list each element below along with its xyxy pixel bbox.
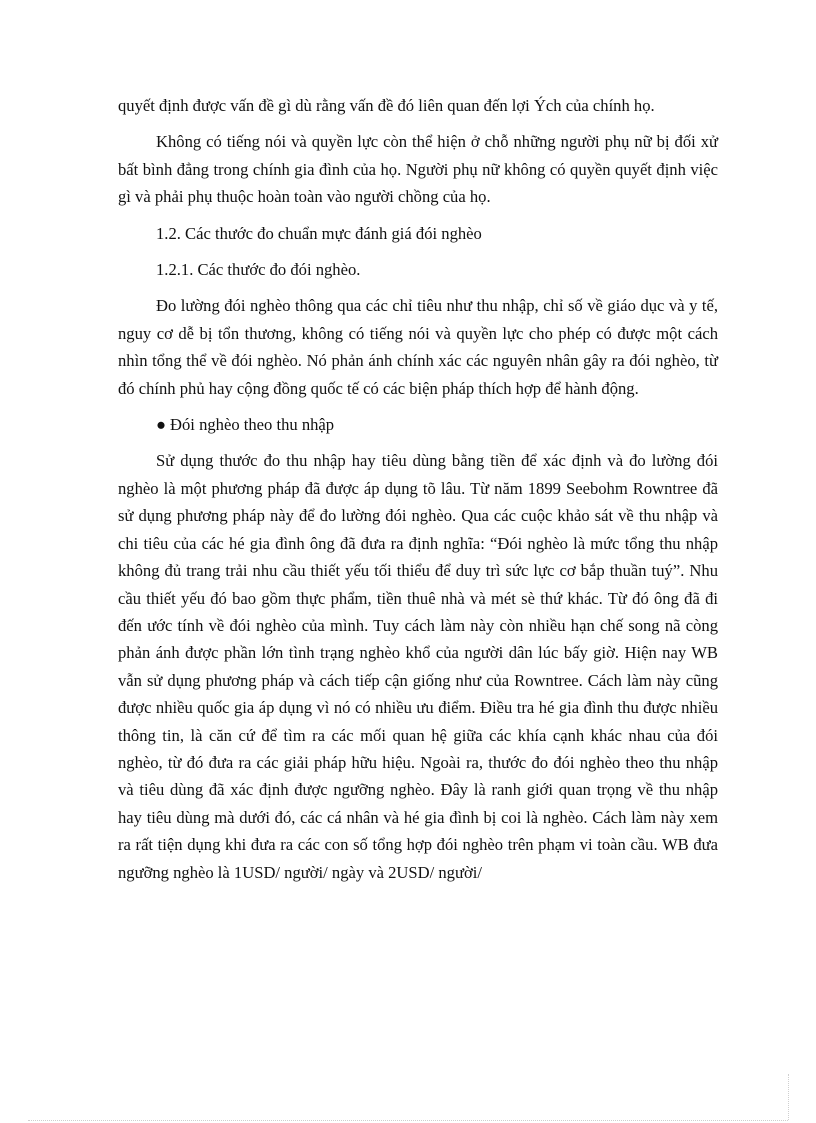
paragraph-continuation: quyết định được vấn đề gì dù rằng vấn đề đó liên quan đến lợi Ých của chính họ. <box>118 96 655 115</box>
bullet-label: Đói nghèo theo thu nhập <box>170 415 335 435</box>
page-border-right <box>788 1074 789 1120</box>
bullet-income-poverty <box>118 411 718 438</box>
page-border-bottom <box>28 1120 788 1121</box>
section-heading-1-2-1: 1.2.1. Các thước đo đói nghèo. <box>156 260 361 280</box>
section-heading-1-2: 1.2. Các thước đo chuẩn mực đánh giá đói nghèo <box>156 223 482 243</box>
paragraph-income-method: Sử dụng thước đo thu nhập hay tiêu dùng bằng tiền để xác định và đo lường đói nghèo là một phương pháp đã được áp dụng tõ lâu. Từ năm 1899 Seebohm Rowntree đã sử dụng phương pháp này để đo lường đói nghèo. Qua các cuộc khảo sát về thu nhập và chi tiêu của các hé gia đình ông đã đưa ra định nghĩa: “Đói nghèo là mức tổng thu nhập không đủ trang trải nhu cầu thiết yếu tối thiểu để duy trì sức lực cơ bắp thuần tuý”. Nhu cầu thiết yếu đó bao gồm thực phẩm, tiền thuê nhà và mét sè thứ khác. Từ đó ông đã đi đến ước tính về đói nghèo của mình. Tuy cách làm này còn nhiều hạn chế song nã còng phản ánh được phần lớn tình trạng nghèo khổ của người dân lúc bấy giờ. Hiện nay WB vẫn sử dụng phương pháp và cách tiếp cận giống như của Rowntree. Cách làm này cũng được nhiều quốc gia áp dụng vì nó có nhiều ưu điểm. Điều tra hé gia đình thu được nhiều thông tin, là căn cứ để tìm ra các mối quan hệ giữa các khía cạnh khác nhau của đói nghèo, từ đó đưa ra các giải pháp hữu hiệu. Ngoài ra, thước đo đói nghèo theo thu nhập và tiêu dùng đã xác định được ngưỡng nghèo. Đây là ranh giới quan trọng về thu nhập hay tiêu dùng mà dưới đó, các cá nhân và hé gia đình bị coi là nghèo. Cách làm này xem ra rất tiện dụng khi đưa ra các con số tổng hợp đói nghèo trên phạm vi toàn cầu. WB đưa ngưỡng nghèo là 1USD/ người/ ngày và 2USD/ người/ <box>118 451 718 882</box>
bullet-icon: ● <box>156 415 167 435</box>
paragraph-women-voice: Không có tiếng nói và quyền lực còn thể hiện ở chỗ những người phụ nữ bị đối xử bất bình đẳng trong chính gia đình của họ. Người phụ nữ không có quyền quyết định việc gì và phải phụ thuộc hoàn toàn vào người chồng của họ. <box>118 132 718 207</box>
paragraph-measurement: Đo lường đói nghèo thông qua các chỉ tiêu như thu nhập, chỉ số về giáo dục và y tế, nguy cơ dễ bị tổn thương, không có tiếng nói và quyền lực cho phép có được một cách nhìn tổng thể về đói nghèo. Nó phản ánh chính xác các nguyên nhân gây ra đói nghèo, từ đó chính phủ hay cộng đồng quốc tế có các biện pháp thích hợp để hành động. <box>118 296 718 398</box>
document-body <box>118 92 718 895</box>
